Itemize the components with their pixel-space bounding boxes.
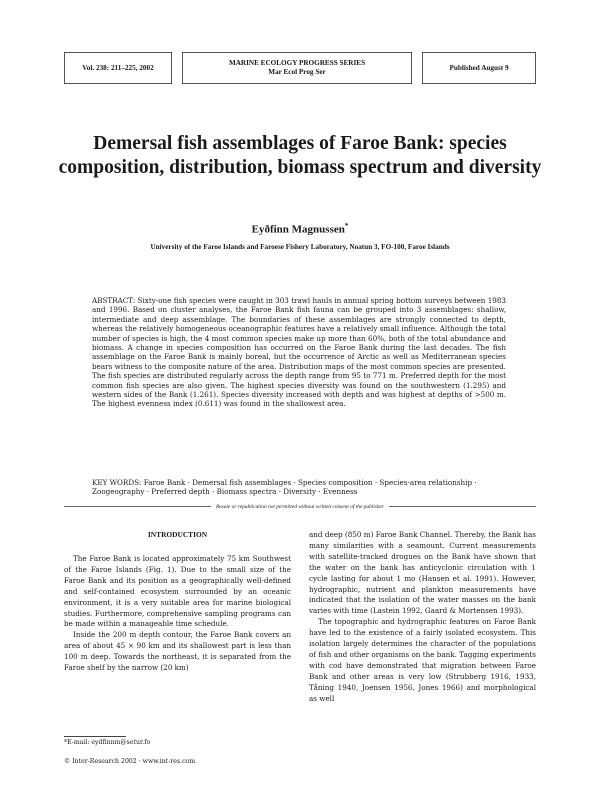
introduction-heading: INTRODUCTION <box>147 530 208 539</box>
left-column <box>64 530 291 674</box>
footnote-email: *E-mail: eydfinnm@setur.fo <box>64 739 151 746</box>
paper-title: Demersal fish assemblages of Faroe Bank: species composition, distribution, biomass spectrum and diversity <box>58 133 542 178</box>
author-marker: * <box>344 222 349 230</box>
journal-abbrev: Mar Ecol Prog Ser <box>268 68 326 76</box>
reproduction-notice: Resale or republication not permitted without written consent of the publisher <box>215 503 385 510</box>
citation-box <box>64 52 172 84</box>
copyright-line: © Inter-Research 2002 · www.int-res.com <box>64 758 196 765</box>
journal-name: MARINE ECOLOGY PROGRESS SERIES <box>228 59 366 67</box>
right-column <box>309 530 536 705</box>
volume-citation: Vol. 238: 211–225, 2002 <box>82 63 154 72</box>
intro-paragraph: and deep (850 m) Faroe Bank Channel. Thereby, the Bank has many similarities with a seamount. Current measurements with satellite-tracked drogues on the Bank have shown that the water on the bank has anticyclonic circulation with 1 cycle lasting for about 1 mo (Hansen et al. 1991). However, hydrographic, nutrient and plankton measurements have indicated that the isolation of the water masses on the bank varies with time (Lastein 1992, Gaard & Mortensen 1993). <box>309 530 536 616</box>
rule-line-right <box>389 506 536 507</box>
affiliation: University of the Faroe Islands and Faroese Fishery Laboratory, Noatun 3, FO-100, Faroe Islands <box>150 243 450 251</box>
reproduction-rule <box>64 503 536 510</box>
published-box <box>422 52 536 84</box>
journal-box <box>182 52 412 84</box>
abstract: ABSTRACT: Sixty-one fish species were caught in 303 trawl hauls in annual spring bottom surveys between 1983 and 1996. Based on cluster analyses, the Faroe Bank fish fauna can be grouped into 3 assemblages: shallow, intermediate and deep assemblage. The boundaries of these assemblages are strongly connected to depth, whereas the relatively homogeneous oceanographic features have a relatively small influence. Although the total number of species is high, the 4 most common species make up more than 60%, both of the total abundance and biomass. A change in species composition has occurred on the Faroe Bank during the last decades. The fish assemblage on the Faroe Bank is mainly boreal, but the occurrence of Arctic as well as Mediterranean species bears witness to the composite nature of the area. Distribution maps of the most common species are presented. The fish species are distributed regularly across the depth range from 95 to 771 m. Preferred depth for the most common fish species are also given. The highest species diversity was found on the southwestern (1.295) and western sides of the Bank (1.261). Species diversity increased with depth and was highest at depths of >500 m. The highest evenness index (0.611) was found in the shallowest area. <box>92 296 506 409</box>
published-date: Published August 9 <box>449 63 509 72</box>
footnote-rule <box>64 736 126 737</box>
intro-paragraph: The topographic and hydrographic features on Faroe Bank have led to the existence of a fairly isolated ecosystem. This isolation largely determines the character of the populations of fish and other organisms on the bank. Tagging experiments with cod have demonstrated that migration between Faroe Bank and other areas is very low (Strubberg 1916, 1933, Tåning 1940, Joensen 1956, Jones 1966) and morphological as well <box>309 617 536 703</box>
rule-line-left <box>64 506 211 507</box>
intro-paragraph: The Faroe Bank is located approximately 75 km Southwest of the Faroe Islands (Fig. 1). Due to the small size of the Faroe Bank and its position as a geographically well-defined and self-contained ecosystem surrounded by an oceanic environment, it is a very suitable area for marine biological studies. Furthermore, comprehensive sampling programs can be made within a manageable time schedule. <box>64 554 291 629</box>
author-line <box>0 222 600 236</box>
author-name: Eyðfinn Magnussen <box>251 223 345 236</box>
keywords: KEY WORDS: Faroe Bank · Demersal fish assemblages · Species composition · Species-area relationship · Zoogeography · Preferred depth · Biomass spectra · Diversity · Evenness <box>92 478 477 497</box>
intro-paragraph: Inside the 200 m depth contour, the Faroe Bank covers an area of about 45 × 90 km and its shallowest part is less than 100 m deep. Towards the northeast, it is separated from the Faroe shelf by the narrow (20 km) <box>64 630 291 673</box>
